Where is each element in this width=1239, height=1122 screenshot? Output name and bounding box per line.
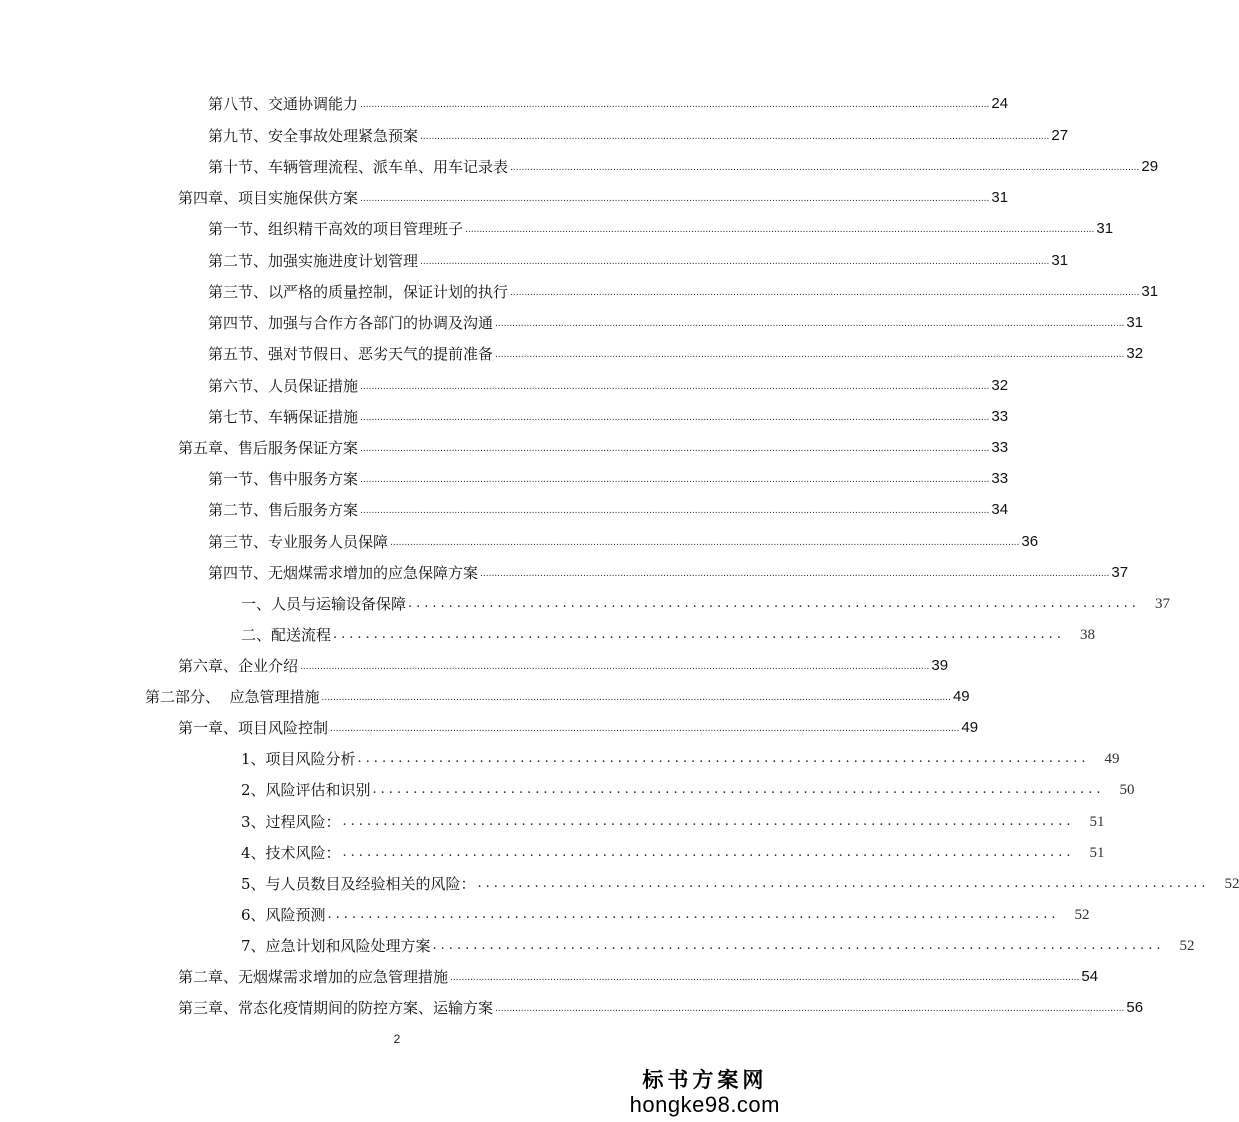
toc-entry-label: 二、配送流程 [241, 626, 332, 644]
dot-leader: ............................................................................................................................................................................................................................ [360, 413, 990, 423]
dot-leader: ............................................................................................................................................................................................................................ [360, 100, 990, 110]
toc-entry[interactable] [178, 967, 1099, 987]
toc-entry-label: 第四章、项目实施保供方案 [178, 189, 359, 207]
dot-leader: ............................................................................................................................................................................................................................ [510, 163, 1140, 173]
dot-leader: ............................................................................................................................................................................................................................ [480, 569, 1110, 579]
dot-leader: .......................................................................................... [432, 938, 1165, 953]
dot-leader: ............................................................................................................................................................................................................................ [330, 724, 960, 734]
toc-entry[interactable] [208, 313, 1144, 333]
toc-entry-label: 第一节、组织精干高效的项目管理班子 [208, 220, 464, 238]
toc-entry-label: 7、应急计划和风险处理方案 [241, 937, 431, 955]
toc-entry-label: 第八节、交通协调能力 [208, 95, 359, 113]
toc-entry[interactable] [208, 376, 1009, 396]
site-watermark [630, 1068, 780, 1118]
dot-leader: ............................................................................................................................................................................................................................ [390, 538, 1020, 548]
toc-page-number: 32 [1126, 345, 1144, 362]
toc-entry-label: 第三章、常态化疫情期间的防控方案、运输方案 [178, 999, 494, 1017]
toc-entry[interactable] [178, 188, 1009, 208]
toc-entry-label: 第六节、人员保证措施 [208, 377, 359, 395]
toc-page-number: 37 [1111, 564, 1129, 581]
dot-leader: ............................................................................................................................................................................................................................ [360, 506, 990, 516]
dot-leader: .......................................................................................... [327, 907, 1060, 922]
toc-entry[interactable] [208, 563, 1129, 583]
toc-entry[interactable] [241, 749, 1120, 769]
toc-entry-label: 第九节、安全事故处理紧急预案 [208, 127, 419, 145]
toc-entry-label: 第五节、强对节假日、恶劣天气的提前准备 [208, 345, 494, 363]
toc-page-number: 34 [991, 501, 1009, 518]
toc-page-number: 33 [991, 408, 1009, 425]
toc-entry[interactable] [208, 126, 1069, 146]
toc-entry-label: 第一节、售中服务方案 [208, 470, 359, 488]
toc-page-number: 49 [961, 719, 979, 736]
toc-entry[interactable] [241, 780, 1135, 800]
dot-leader: .......................................................................................... [342, 845, 1075, 860]
toc-page-number: 52 [1224, 876, 1239, 892]
toc-entry-label: 3、过程风险： [241, 813, 341, 831]
toc-page-number: 52 [1179, 938, 1195, 954]
toc-entry-label: 第三节、以严格的质量控制，保证计划的执行 [208, 283, 509, 301]
toc-entry-label: 第二章、无烟煤需求增加的应急管理措施 [178, 968, 449, 986]
toc-entry-label: 6、风险预测 [241, 906, 326, 924]
dot-leader: .......................................................................................... [408, 596, 1140, 611]
watermark-url-text: hongke98.com [629, 1092, 780, 1117]
toc-page-number: 38 [1079, 627, 1095, 643]
toc-entry[interactable] [241, 905, 1090, 925]
toc-page-number: 54 [1081, 968, 1099, 985]
dot-leader: ............................................................................................................................................................................................................................ [510, 288, 1140, 298]
toc-entry[interactable] [208, 469, 1009, 489]
dot-leader: ............................................................................................................................................................................................................................ [420, 257, 1050, 267]
toc-entry[interactable] [145, 687, 970, 707]
dot-leader: .......................................................................................... [342, 814, 1075, 829]
toc-entry[interactable] [208, 500, 1009, 520]
toc-entry-label: 5、与人员数目及经验相关的风险： [241, 875, 476, 893]
toc-page-number: 56 [1126, 999, 1144, 1016]
toc-entry-label: 第十节、车辆管理流程、派车单、用车记录表 [208, 158, 509, 176]
toc-entry[interactable] [178, 438, 1009, 458]
toc-entry[interactable] [178, 656, 949, 676]
toc-entry[interactable] [208, 219, 1114, 239]
toc-entry[interactable] [208, 251, 1069, 271]
toc-page-number: 31 [1141, 283, 1159, 300]
toc-page-number: 31 [1096, 220, 1114, 237]
toc-page-number: 37 [1154, 596, 1170, 612]
watermark-cn-text: 标书方案网 [642, 1067, 768, 1092]
toc-entry-label: 第一章、项目风险控制 [178, 719, 329, 737]
toc-page-number: 29 [1141, 158, 1159, 175]
dot-leader: ............................................................................................................................................................................................................................ [300, 662, 930, 672]
toc-entry[interactable] [208, 532, 1039, 552]
toc-entry-label: 1、项目风险分析 [241, 750, 356, 768]
toc-entry-label: 第四节、无烟煤需求增加的应急保障方案 [208, 564, 479, 582]
toc-entry-label: 第六章、企业介绍 [178, 657, 299, 675]
toc-entry[interactable] [208, 344, 1144, 364]
dot-leader: ............................................................................................................................................................................................................................ [321, 693, 951, 703]
toc-page-number: 31 [1126, 314, 1144, 331]
toc-entry[interactable] [178, 998, 1144, 1018]
toc-entry[interactable] [241, 936, 1195, 956]
toc-entry[interactable] [178, 718, 979, 738]
toc-page-number: 24 [991, 95, 1009, 112]
toc-entry[interactable] [241, 625, 1095, 645]
toc-entry-label: 2、风险评估和识别 [241, 781, 371, 799]
dot-leader: ............................................................................................................................................................................................................................ [360, 444, 990, 454]
dot-leader: ............................................................................................................................................................................................................................ [360, 382, 990, 392]
toc-entry-label: 第三节、专业服务人员保障 [208, 533, 389, 551]
toc-page-number: 49 [952, 688, 970, 705]
toc-entry[interactable] [208, 282, 1159, 302]
toc-entry-label: 第二节、售后服务方案 [208, 501, 359, 519]
toc-page-number: 39 [931, 657, 949, 674]
dot-leader: ............................................................................................................................................................................................................................ [450, 973, 1080, 983]
toc-entry[interactable] [241, 843, 1105, 863]
dot-leader: .......................................................................................... [357, 751, 1090, 766]
toc-entry-label: 第七节、车辆保证措施 [208, 408, 359, 426]
toc-entry[interactable] [241, 874, 1239, 894]
toc-page-number: 27 [1051, 127, 1069, 144]
toc-page-number: 49 [1104, 751, 1120, 767]
toc-page-number: 36 [1021, 533, 1039, 550]
dot-leader: ............................................................................................................................................................................................................................ [465, 225, 1095, 235]
toc-page-number: 33 [991, 470, 1009, 487]
toc-page-number: 33 [991, 439, 1009, 456]
toc-page-number: 51 [1089, 814, 1105, 830]
dot-leader: ............................................................................................................................................................................................................................ [495, 319, 1125, 329]
toc-entry-label: 第二部分、 应急管理措施 [145, 688, 320, 706]
toc-page-number: 51 [1089, 845, 1105, 861]
dot-leader: ............................................................................................................................................................................................................................ [495, 1004, 1125, 1014]
dot-leader: ............................................................................................................................................................................................................................ [495, 350, 1125, 360]
toc-entry-label: 一、人员与运输设备保障 [241, 595, 407, 613]
toc-entry-label: 4、技术风险： [241, 844, 341, 862]
toc-entry[interactable] [241, 594, 1170, 614]
toc-entry-label: 第五章、售后服务保证方案 [178, 439, 359, 457]
dot-leader: ............................................................................................................................................................................................................................ [420, 132, 1050, 142]
toc-entry[interactable] [208, 94, 1009, 114]
toc-page-number: 31 [991, 189, 1009, 206]
toc-page-number: 31 [1051, 252, 1069, 269]
toc-page-number: 52 [1074, 907, 1090, 923]
dot-leader: ............................................................................................................................................................................................................................ [360, 194, 990, 204]
dot-leader: ............................................................................................................................................................................................................................ [360, 475, 990, 485]
dot-leader: .......................................................................................... [477, 876, 1210, 891]
dot-leader: .......................................................................................... [372, 782, 1105, 797]
dot-leader: .......................................................................................... [333, 627, 1065, 642]
toc-entry[interactable] [241, 812, 1105, 832]
toc-page-number: 32 [991, 377, 1009, 394]
toc-entry-label: 第二节、加强实施进度计划管理 [208, 252, 419, 270]
toc-entry[interactable] [208, 157, 1159, 177]
toc-page-number: 50 [1119, 782, 1135, 798]
toc-entry[interactable] [208, 407, 1009, 427]
toc-entry-label: 第四节、加强与合作方各部门的协调及沟通 [208, 314, 494, 332]
page-number-footer: 2 [393, 1032, 401, 1046]
